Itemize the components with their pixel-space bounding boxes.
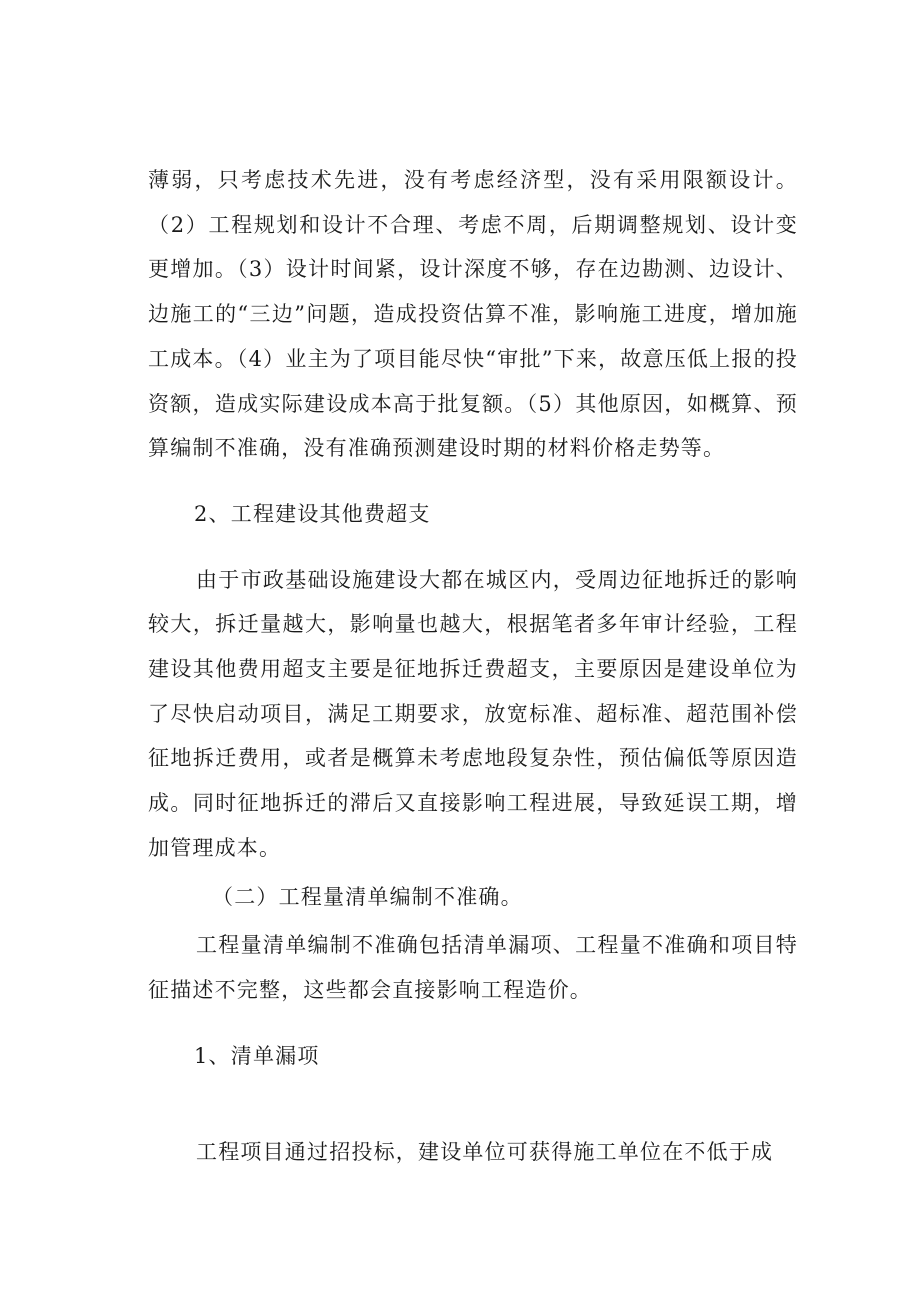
heading-bill-of-quantities: （二）工程量清单编制不准确。 (212, 884, 523, 909)
paragraph-land-acquisition: 由于市政基础设施建设大都在城区内，受周边征地拆迁的影响较大，拆迁量越大，影响量也越大，根据笔者多年审计经验，工程建设其他费用超支主要是征地拆迁费超支，主要原因是建设单位为了尽快启动项目，满足工期要求，放宽标准、超标准、超范围补偿征地拆迁费用，或者是概算未考虑地段复杂性，预估偏低等原因造成。同时征地拆迁的滞后又直接影响工程进展，导致延误工期，增加管理成本。 (148, 567, 798, 860)
heading-missing-items: 1、清单漏项 (194, 1043, 320, 1068)
heading-other-costs-overrun: 2、工程建设其他费超支 (194, 501, 431, 526)
paragraph-design-causes: 薄弱，只考虑技术先进，没有考虑经济型，没有采用限额设计。（2）工程规划和设计不合理、考虑不周，后期调整规划、设计变更增加。（3）设计时间紧，设计深度不够，存在边勘测、边设计、边施工的“三边”问题，造成投资估算不准，影响施工进度，增加施工成本。（4）业主为了项目能尽快“审批”下来，故意压低上报的投资额，造成实际建设成本高于批复额。（5）其他原因，如概算、预算编制不准确，没有准确预测建设时期的材料价格走势等。 (148, 168, 798, 461)
paragraph-bidding: 工程项目通过招投标，建设单位可获得施工单位在不低于成 (196, 1140, 774, 1165)
document-body (148, 158, 798, 1175)
paragraph-bill-inaccuracy: 工程量清单编制不准确包括清单漏项、工程量不准确和项目特征描述不完整，这些都会直接影响工程造价。 (148, 933, 798, 1002)
